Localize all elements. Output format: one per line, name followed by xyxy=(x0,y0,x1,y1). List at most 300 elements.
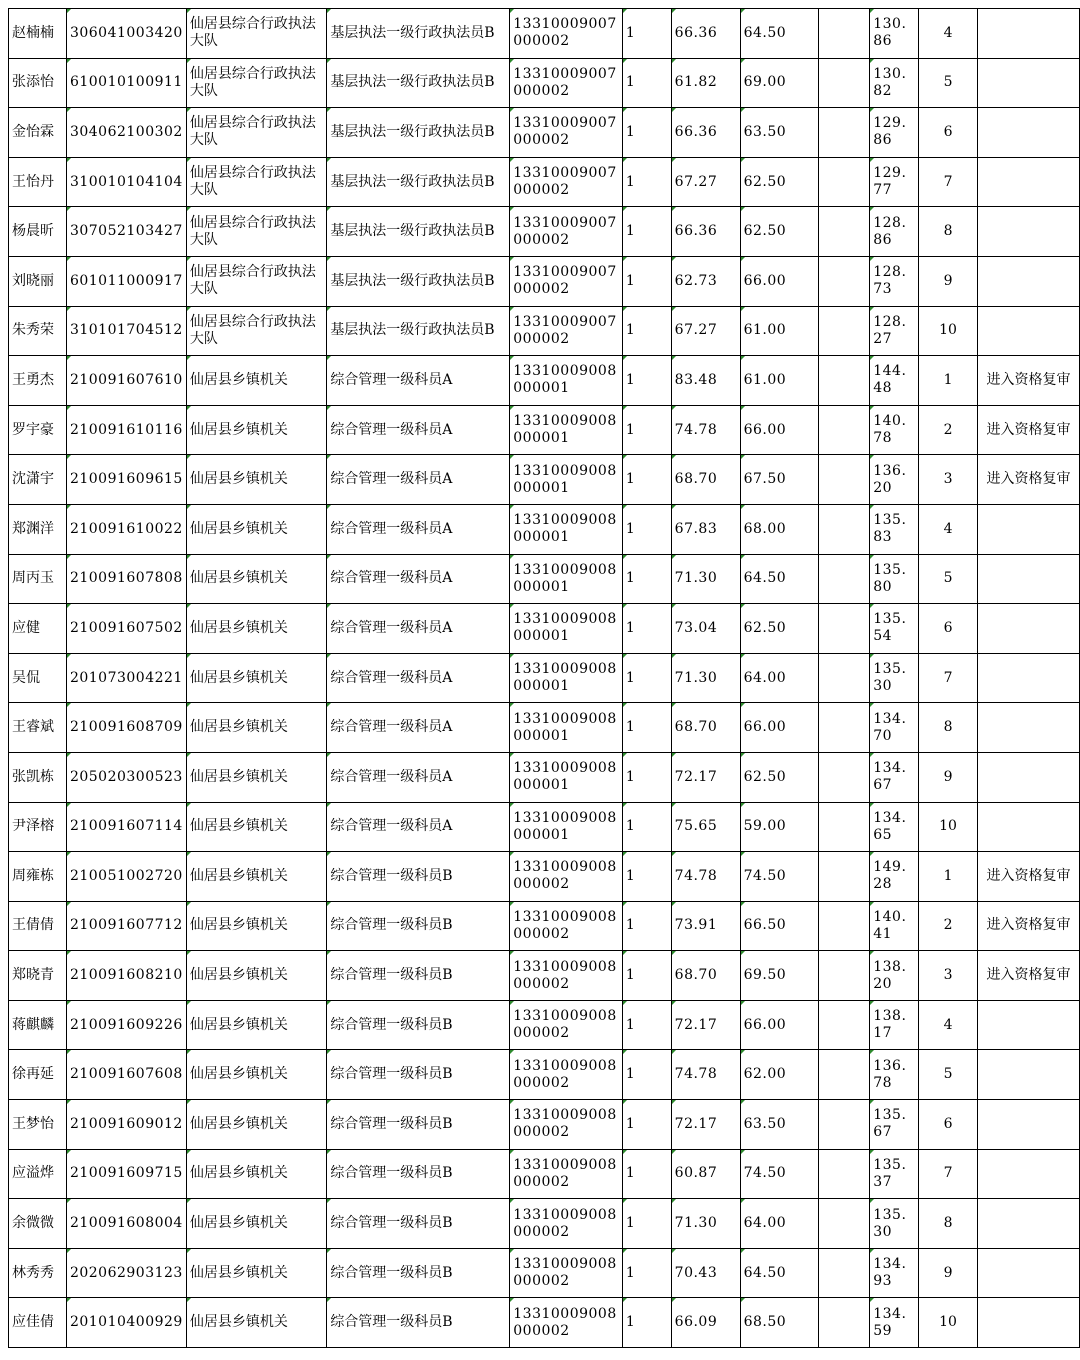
total-cell: 134.93 xyxy=(870,1248,919,1298)
quota-cell: 1 xyxy=(622,554,671,604)
quota-cell: 1 xyxy=(622,1248,671,1298)
blank-cell xyxy=(819,1000,870,1050)
blank-cell xyxy=(819,504,870,554)
blank-cell xyxy=(819,852,870,902)
table-row xyxy=(9,852,1080,902)
total-cell: 135.67 xyxy=(870,1100,919,1150)
quota-cell: 1 xyxy=(622,852,671,902)
exam-id-cell: 201010400929 xyxy=(66,1298,186,1348)
score-b-cell: 62.00 xyxy=(740,1050,819,1100)
total-cell: 130.86 xyxy=(870,9,919,59)
note-cell: 进入资格复审 xyxy=(977,455,1079,505)
score-a-cell: 66.36 xyxy=(671,207,740,257)
position-cell: 综合管理一级科员A xyxy=(327,455,510,505)
table-row xyxy=(9,207,1080,257)
position-code-cell: 13310009007000002 xyxy=(510,9,623,59)
unit-cell: 仙居县综合行政执法大队 xyxy=(186,157,326,207)
quota-cell: 1 xyxy=(622,604,671,654)
note-cell: 进入资格复审 xyxy=(977,356,1079,406)
position-cell: 基层执法一级行政执法员B xyxy=(327,256,510,306)
position-code-cell: 13310009008000001 xyxy=(510,455,623,505)
exam-id-cell: 210091610116 xyxy=(66,405,186,455)
unit-cell: 仙居县综合行政执法大队 xyxy=(186,58,326,108)
rank-cell: 9 xyxy=(919,256,978,306)
total-cell: 128.86 xyxy=(870,207,919,257)
blank-cell xyxy=(819,653,870,703)
position-cell: 基层执法一级行政执法员B xyxy=(327,108,510,158)
position-code-cell: 13310009008000002 xyxy=(510,901,623,951)
score-a-cell: 75.65 xyxy=(671,802,740,852)
blank-cell xyxy=(819,256,870,306)
score-b-cell: 62.50 xyxy=(740,207,819,257)
score-b-cell: 61.00 xyxy=(740,356,819,406)
table-row xyxy=(9,1149,1080,1199)
exam-id-cell: 304062100302 xyxy=(66,108,186,158)
position-code-cell: 13310009008000001 xyxy=(510,653,623,703)
table-row xyxy=(9,554,1080,604)
position-cell: 基层执法一级行政执法员B xyxy=(327,207,510,257)
score-b-cell: 69.00 xyxy=(740,58,819,108)
rank-cell: 3 xyxy=(919,951,978,1001)
score-a-cell: 74.78 xyxy=(671,852,740,902)
quota-cell: 1 xyxy=(622,752,671,802)
table-row xyxy=(9,802,1080,852)
table-row xyxy=(9,108,1080,158)
name-cell: 王倩倩 xyxy=(9,901,67,951)
position-code-cell: 13310009008000002 xyxy=(510,1298,623,1348)
rank-cell: 1 xyxy=(919,356,978,406)
position-code-cell: 13310009008000001 xyxy=(510,504,623,554)
position-cell: 综合管理一级科员A xyxy=(327,356,510,406)
name-cell: 尹泽榕 xyxy=(9,802,67,852)
score-a-cell: 68.70 xyxy=(671,703,740,753)
total-cell: 129.86 xyxy=(870,108,919,158)
blank-cell xyxy=(819,455,870,505)
unit-cell: 仙居县乡镇机关 xyxy=(186,852,326,902)
quota-cell: 1 xyxy=(622,504,671,554)
score-b-cell: 67.50 xyxy=(740,455,819,505)
score-a-cell: 66.36 xyxy=(671,108,740,158)
rank-cell: 4 xyxy=(919,9,978,59)
score-b-cell: 74.50 xyxy=(740,1149,819,1199)
name-cell: 刘晓丽 xyxy=(9,256,67,306)
score-a-cell: 70.43 xyxy=(671,1248,740,1298)
rank-cell: 9 xyxy=(919,752,978,802)
position-cell: 综合管理一级科员B xyxy=(327,1149,510,1199)
rank-cell: 7 xyxy=(919,653,978,703)
exam-id-cell: 205020300523 xyxy=(66,752,186,802)
rank-cell: 8 xyxy=(919,1199,978,1249)
unit-cell: 仙居县乡镇机关 xyxy=(186,1199,326,1249)
exam-id-cell: 210091607502 xyxy=(66,604,186,654)
note-cell xyxy=(977,1100,1079,1150)
total-cell: 135.54 xyxy=(870,604,919,654)
score-b-cell: 63.50 xyxy=(740,1100,819,1150)
blank-cell xyxy=(819,604,870,654)
score-a-cell: 67.27 xyxy=(671,157,740,207)
unit-cell: 仙居县综合行政执法大队 xyxy=(186,207,326,257)
quota-cell: 1 xyxy=(622,58,671,108)
note-cell xyxy=(977,1248,1079,1298)
note-cell xyxy=(977,256,1079,306)
unit-cell: 仙居县综合行政执法大队 xyxy=(186,256,326,306)
unit-cell: 仙居县乡镇机关 xyxy=(186,901,326,951)
blank-cell xyxy=(819,752,870,802)
note-cell xyxy=(977,9,1079,59)
exam-id-cell: 210091609715 xyxy=(66,1149,186,1199)
unit-cell: 仙居县乡镇机关 xyxy=(186,752,326,802)
table-row xyxy=(9,356,1080,406)
score-a-cell: 72.17 xyxy=(671,1000,740,1050)
name-cell: 朱秀荣 xyxy=(9,306,67,356)
results-table xyxy=(8,8,1080,1348)
unit-cell: 仙居县乡镇机关 xyxy=(186,1050,326,1100)
blank-cell xyxy=(819,1248,870,1298)
exam-id-cell: 310010104104 xyxy=(66,157,186,207)
blank-cell xyxy=(819,1199,870,1249)
table-row xyxy=(9,9,1080,59)
position-cell: 综合管理一级科员B xyxy=(327,1248,510,1298)
total-cell: 140.78 xyxy=(870,405,919,455)
note-cell xyxy=(977,108,1079,158)
position-cell: 综合管理一级科员B xyxy=(327,901,510,951)
score-b-cell: 64.00 xyxy=(740,653,819,703)
table-row xyxy=(9,1248,1080,1298)
position-code-cell: 13310009008000002 xyxy=(510,1248,623,1298)
total-cell: 130.82 xyxy=(870,58,919,108)
quota-cell: 1 xyxy=(622,802,671,852)
name-cell: 徐再延 xyxy=(9,1050,67,1100)
position-code-cell: 13310009008000001 xyxy=(510,356,623,406)
position-code-cell: 13310009007000002 xyxy=(510,207,623,257)
rank-cell: 6 xyxy=(919,604,978,654)
quota-cell: 1 xyxy=(622,951,671,1001)
exam-id-cell: 210091607808 xyxy=(66,554,186,604)
position-cell: 基层执法一级行政执法员B xyxy=(327,58,510,108)
position-code-cell: 13310009007000002 xyxy=(510,58,623,108)
name-cell: 王梦怡 xyxy=(9,1100,67,1150)
note-cell xyxy=(977,604,1079,654)
blank-cell xyxy=(819,1298,870,1348)
blank-cell xyxy=(819,9,870,59)
score-a-cell: 71.30 xyxy=(671,1199,740,1249)
blank-cell xyxy=(819,802,870,852)
score-b-cell: 62.50 xyxy=(740,157,819,207)
score-b-cell: 66.00 xyxy=(740,405,819,455)
blank-cell xyxy=(819,58,870,108)
name-cell: 王勇杰 xyxy=(9,356,67,406)
score-a-cell: 71.30 xyxy=(671,653,740,703)
results-table-body xyxy=(9,9,1080,1348)
table-row xyxy=(9,653,1080,703)
quota-cell: 1 xyxy=(622,1298,671,1348)
name-cell: 郑渊洋 xyxy=(9,504,67,554)
rank-cell: 6 xyxy=(919,108,978,158)
table-row xyxy=(9,455,1080,505)
position-cell: 综合管理一级科员A xyxy=(327,554,510,604)
note-cell xyxy=(977,207,1079,257)
unit-cell: 仙居县综合行政执法大队 xyxy=(186,306,326,356)
exam-id-cell: 201073004221 xyxy=(66,653,186,703)
name-cell: 应健 xyxy=(9,604,67,654)
note-cell xyxy=(977,58,1079,108)
position-code-cell: 13310009008000002 xyxy=(510,951,623,1001)
position-code-cell: 13310009008000002 xyxy=(510,1149,623,1199)
exam-id-cell: 307052103427 xyxy=(66,207,186,257)
rank-cell: 5 xyxy=(919,1050,978,1100)
name-cell: 沈潇宇 xyxy=(9,455,67,505)
exam-id-cell: 210091609615 xyxy=(66,455,186,505)
name-cell: 应溢烨 xyxy=(9,1149,67,1199)
score-a-cell: 72.17 xyxy=(671,1100,740,1150)
exam-id-cell: 202062903123 xyxy=(66,1248,186,1298)
score-a-cell: 67.27 xyxy=(671,306,740,356)
score-a-cell: 73.91 xyxy=(671,901,740,951)
exam-id-cell: 210091607610 xyxy=(66,356,186,406)
rank-cell: 10 xyxy=(919,802,978,852)
position-cell: 综合管理一级科员B xyxy=(327,951,510,1001)
position-code-cell: 13310009008000001 xyxy=(510,752,623,802)
note-cell xyxy=(977,1000,1079,1050)
total-cell: 134.59 xyxy=(870,1298,919,1348)
exam-id-cell: 306041003420 xyxy=(66,9,186,59)
position-code-cell: 13310009008000001 xyxy=(510,802,623,852)
position-cell: 综合管理一级科员B xyxy=(327,1199,510,1249)
quota-cell: 1 xyxy=(622,1000,671,1050)
unit-cell: 仙居县乡镇机关 xyxy=(186,504,326,554)
total-cell: 128.73 xyxy=(870,256,919,306)
note-cell xyxy=(977,504,1079,554)
position-code-cell: 13310009008000001 xyxy=(510,554,623,604)
name-cell: 郑晓青 xyxy=(9,951,67,1001)
table-row xyxy=(9,1100,1080,1150)
name-cell: 张添怡 xyxy=(9,58,67,108)
unit-cell: 仙居县乡镇机关 xyxy=(186,455,326,505)
score-a-cell: 68.70 xyxy=(671,455,740,505)
score-b-cell: 64.50 xyxy=(740,9,819,59)
quota-cell: 1 xyxy=(622,1050,671,1100)
score-a-cell: 72.17 xyxy=(671,752,740,802)
table-row xyxy=(9,306,1080,356)
score-a-cell: 67.83 xyxy=(671,504,740,554)
total-cell: 134.67 xyxy=(870,752,919,802)
score-a-cell: 66.36 xyxy=(671,9,740,59)
rank-cell: 7 xyxy=(919,1149,978,1199)
unit-cell: 仙居县乡镇机关 xyxy=(186,951,326,1001)
position-cell: 基层执法一级行政执法员B xyxy=(327,306,510,356)
name-cell: 周雍栋 xyxy=(9,852,67,902)
blank-cell xyxy=(819,306,870,356)
total-cell: 140.41 xyxy=(870,901,919,951)
unit-cell: 仙居县乡镇机关 xyxy=(186,1149,326,1199)
total-cell: 138.17 xyxy=(870,1000,919,1050)
exam-id-cell: 210051002720 xyxy=(66,852,186,902)
position-cell: 综合管理一级科员A xyxy=(327,405,510,455)
rank-cell: 9 xyxy=(919,1248,978,1298)
rank-cell: 2 xyxy=(919,901,978,951)
note-cell xyxy=(977,306,1079,356)
exam-id-cell: 210091607114 xyxy=(66,802,186,852)
quota-cell: 1 xyxy=(622,455,671,505)
exam-id-cell: 210091609226 xyxy=(66,1000,186,1050)
blank-cell xyxy=(819,554,870,604)
quota-cell: 1 xyxy=(622,703,671,753)
blank-cell xyxy=(819,207,870,257)
table-row xyxy=(9,1199,1080,1249)
note-cell xyxy=(977,157,1079,207)
score-a-cell: 68.70 xyxy=(671,951,740,1001)
score-a-cell: 71.30 xyxy=(671,554,740,604)
quota-cell: 1 xyxy=(622,1100,671,1150)
name-cell: 金怡霖 xyxy=(9,108,67,158)
total-cell: 135.37 xyxy=(870,1149,919,1199)
table-row xyxy=(9,752,1080,802)
quota-cell: 1 xyxy=(622,356,671,406)
total-cell: 135.30 xyxy=(870,1199,919,1249)
position-cell: 综合管理一级科员B xyxy=(327,1000,510,1050)
exam-id-cell: 210091610022 xyxy=(66,504,186,554)
name-cell: 周丙玉 xyxy=(9,554,67,604)
position-code-cell: 13310009008000002 xyxy=(510,1050,623,1100)
name-cell: 蒋麒麟 xyxy=(9,1000,67,1050)
unit-cell: 仙居县乡镇机关 xyxy=(186,1100,326,1150)
rank-cell: 7 xyxy=(919,157,978,207)
note-cell xyxy=(977,653,1079,703)
rank-cell: 10 xyxy=(919,1298,978,1348)
blank-cell xyxy=(819,951,870,1001)
note-cell: 进入资格复审 xyxy=(977,901,1079,951)
rank-cell: 4 xyxy=(919,1000,978,1050)
name-cell: 王怡丹 xyxy=(9,157,67,207)
note-cell xyxy=(977,703,1079,753)
quota-cell: 1 xyxy=(622,207,671,257)
score-b-cell: 61.00 xyxy=(740,306,819,356)
unit-cell: 仙居县乡镇机关 xyxy=(186,356,326,406)
score-b-cell: 66.50 xyxy=(740,901,819,951)
score-a-cell: 62.73 xyxy=(671,256,740,306)
name-cell: 应佳倩 xyxy=(9,1298,67,1348)
total-cell: 138.20 xyxy=(870,951,919,1001)
exam-id-cell: 210091607712 xyxy=(66,901,186,951)
quota-cell: 1 xyxy=(622,901,671,951)
position-cell: 综合管理一级科员A xyxy=(327,752,510,802)
unit-cell: 仙居县乡镇机关 xyxy=(186,1298,326,1348)
score-a-cell: 74.78 xyxy=(671,405,740,455)
quota-cell: 1 xyxy=(622,1149,671,1199)
name-cell: 张凯栋 xyxy=(9,752,67,802)
position-code-cell: 13310009008000001 xyxy=(510,703,623,753)
quota-cell: 1 xyxy=(622,1199,671,1249)
table-row xyxy=(9,256,1080,306)
quota-cell: 1 xyxy=(622,653,671,703)
quota-cell: 1 xyxy=(622,108,671,158)
score-b-cell: 74.50 xyxy=(740,852,819,902)
note-cell: 进入资格复审 xyxy=(977,405,1079,455)
total-cell: 135.83 xyxy=(870,504,919,554)
quota-cell: 1 xyxy=(622,157,671,207)
rank-cell: 4 xyxy=(919,504,978,554)
position-code-cell: 13310009007000002 xyxy=(510,256,623,306)
score-b-cell: 64.50 xyxy=(740,554,819,604)
score-a-cell: 60.87 xyxy=(671,1149,740,1199)
exam-id-cell: 210091609012 xyxy=(66,1100,186,1150)
position-code-cell: 13310009008000002 xyxy=(510,1000,623,1050)
total-cell: 129.77 xyxy=(870,157,919,207)
table-row xyxy=(9,504,1080,554)
score-b-cell: 66.00 xyxy=(740,256,819,306)
note-cell xyxy=(977,752,1079,802)
blank-cell xyxy=(819,703,870,753)
position-cell: 综合管理一级科员A xyxy=(327,653,510,703)
quota-cell: 1 xyxy=(622,306,671,356)
name-cell: 杨晨昕 xyxy=(9,207,67,257)
position-cell: 综合管理一级科员B xyxy=(327,852,510,902)
note-cell xyxy=(977,1199,1079,1249)
blank-cell xyxy=(819,1149,870,1199)
quota-cell: 1 xyxy=(622,9,671,59)
position-cell: 综合管理一级科员B xyxy=(327,1100,510,1150)
note-cell: 进入资格复审 xyxy=(977,951,1079,1001)
exam-id-cell: 601011000917 xyxy=(66,256,186,306)
exam-id-cell: 210091607608 xyxy=(66,1050,186,1100)
score-b-cell: 63.50 xyxy=(740,108,819,158)
total-cell: 135.80 xyxy=(870,554,919,604)
note-cell xyxy=(977,802,1079,852)
note-cell: 进入资格复审 xyxy=(977,852,1079,902)
table-row xyxy=(9,1298,1080,1348)
position-cell: 综合管理一级科员B xyxy=(327,1050,510,1100)
score-b-cell: 68.00 xyxy=(740,504,819,554)
position-code-cell: 13310009007000002 xyxy=(510,306,623,356)
position-cell: 综合管理一级科员A xyxy=(327,504,510,554)
exam-id-cell: 210091608210 xyxy=(66,951,186,1001)
note-cell xyxy=(977,1149,1079,1199)
rank-cell: 3 xyxy=(919,455,978,505)
position-code-cell: 13310009008000001 xyxy=(510,405,623,455)
note-cell xyxy=(977,1298,1079,1348)
position-cell: 综合管理一级科员A xyxy=(327,604,510,654)
rank-cell: 8 xyxy=(919,207,978,257)
score-b-cell: 59.00 xyxy=(740,802,819,852)
total-cell: 135.30 xyxy=(870,653,919,703)
blank-cell xyxy=(819,356,870,406)
blank-cell xyxy=(819,901,870,951)
total-cell: 136.78 xyxy=(870,1050,919,1100)
name-cell: 余微微 xyxy=(9,1199,67,1249)
blank-cell xyxy=(819,157,870,207)
total-cell: 134.70 xyxy=(870,703,919,753)
score-a-cell: 73.04 xyxy=(671,604,740,654)
exam-id-cell: 210091608709 xyxy=(66,703,186,753)
unit-cell: 仙居县乡镇机关 xyxy=(186,703,326,753)
name-cell: 吴侃 xyxy=(9,653,67,703)
position-code-cell: 13310009008000002 xyxy=(510,852,623,902)
score-a-cell: 61.82 xyxy=(671,58,740,108)
total-cell: 128.27 xyxy=(870,306,919,356)
name-cell: 罗宇豪 xyxy=(9,405,67,455)
position-cell: 基层执法一级行政执法员B xyxy=(327,9,510,59)
rank-cell: 1 xyxy=(919,852,978,902)
position-code-cell: 13310009008000001 xyxy=(510,604,623,654)
position-cell: 综合管理一级科员A xyxy=(327,703,510,753)
rank-cell: 10 xyxy=(919,306,978,356)
note-cell xyxy=(977,1050,1079,1100)
name-cell: 林秀秀 xyxy=(9,1248,67,1298)
blank-cell xyxy=(819,405,870,455)
position-code-cell: 13310009008000002 xyxy=(510,1100,623,1150)
unit-cell: 仙居县乡镇机关 xyxy=(186,604,326,654)
total-cell: 134.65 xyxy=(870,802,919,852)
